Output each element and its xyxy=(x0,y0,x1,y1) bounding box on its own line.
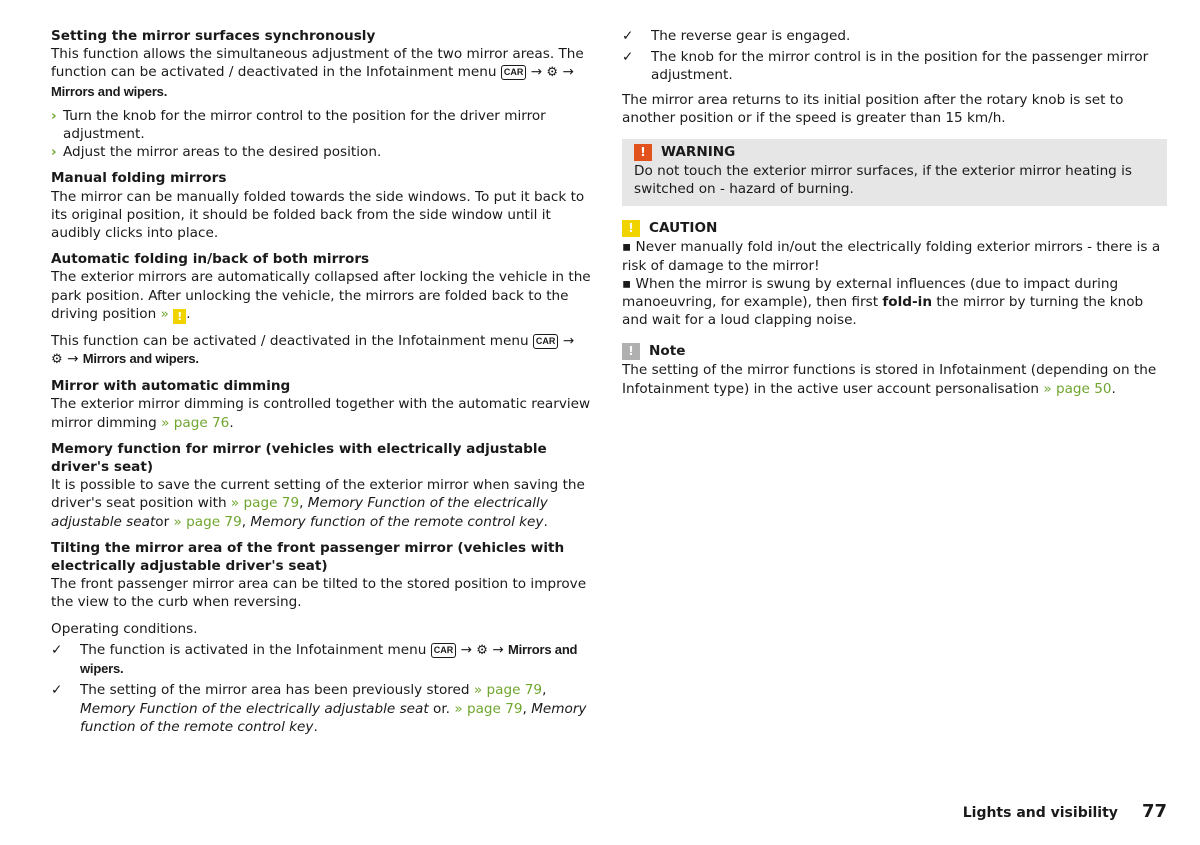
menu-path: Mirrors and wipers. xyxy=(51,83,168,99)
note-text: The setting of the mirror functions is stored in Infotainment (depending on the Infotainment type) in the active user account personalisation » page 50. xyxy=(622,362,1157,397)
step-item: › Turn the knob for the mirror control to the position for the driver mirror adjustment. xyxy=(51,107,546,143)
check-icon: ✓ xyxy=(51,682,63,699)
page-link[interactable]: » xyxy=(156,305,169,322)
warning-box xyxy=(622,139,1167,206)
section-reference: Memory Function of the electrically adjustable seat xyxy=(51,495,548,530)
heading-auto-dimming: Mirror with automatic dimming xyxy=(51,378,291,395)
page-link[interactable]: » page 79 xyxy=(469,682,543,699)
section-manual-folding xyxy=(51,169,593,242)
operating-conditions-label: Operating conditions. xyxy=(51,620,198,637)
caution-box xyxy=(622,218,1167,329)
chapter-title: Lights and visibility xyxy=(962,805,1118,821)
section-tilting xyxy=(51,539,593,612)
page-link[interactable]: » page 79 xyxy=(169,513,242,530)
step-arrow-icon: › xyxy=(51,107,57,124)
warning-icon: ! xyxy=(634,144,652,161)
section-memory-function xyxy=(51,440,593,531)
page-link[interactable]: » page 50 xyxy=(1039,380,1112,397)
para-sync-mirrors: This function allows the simultaneous adjustment of the two mirror areas. The function can be activated / deactivated in the Infotainment menu CAR → ⚙ → Mirrors and wipers. xyxy=(51,46,584,99)
condition-item: ✓ The function is activated in the Infotainment menu CAR → ⚙ → Mirrors and wipers. xyxy=(51,641,578,677)
caution-ref-icon[interactable]: ! xyxy=(173,309,186,324)
heading-manual-folding: Manual folding mirrors xyxy=(51,170,227,187)
settings-gear-icon: ⚙ xyxy=(476,642,488,658)
warning-text: Do not touch the exterior mirror surfaces, if the exterior mirror heating is switched on - hazard of burning. xyxy=(634,163,1132,198)
check-icon: ✓ xyxy=(51,641,63,658)
page-link[interactable]: » page 79 xyxy=(226,495,300,512)
warning-heading: ! WARNING xyxy=(634,142,1155,162)
page-footer xyxy=(963,803,1167,822)
page-number: 77 xyxy=(1141,801,1167,822)
para-auto-folding: The exterior mirrors are automatically collapsed after locking the vehicle in the park position. After unlocking the vehicle, the mirrors are folded back to the driving position » ! . xyxy=(51,269,591,323)
section-auto-folding xyxy=(51,250,593,324)
settings-gear-icon: ⚙ xyxy=(546,65,559,81)
para-tilting: The front passenger mirror area can be tilted to the stored position to improve the view to the curb when reversing. xyxy=(51,576,587,611)
para-memory-function: It is possible to save the current setting of the exterior mirror when saving the driver's seat position with » page 79, Memory Function of the electrically adjustable seator » page 79, Memory function of the remote control key. xyxy=(51,477,585,530)
menu-path: Mirrors and wipers. xyxy=(80,641,578,677)
heading-tilting: Tilting the mirror area of the front passenger mirror (vehicles with electrically adjustable driver's seat) xyxy=(51,539,565,575)
step-arrow-icon: › xyxy=(51,144,57,161)
caution-heading: ! CAUTION xyxy=(622,218,1167,238)
bullet-icon: ▪ xyxy=(622,239,632,256)
note-box xyxy=(622,341,1167,397)
page-link[interactable]: » page 79 xyxy=(454,700,523,717)
condition-item: ✓ The setting of the mirror area has been previously stored » page 79, Memory Function of the electrically adjustable seat or. » page 79, Memory function of the remote control key. xyxy=(51,682,587,735)
heading-auto-folding: Automatic folding in/back of both mirrors xyxy=(51,251,370,268)
car-menu-icon: CAR xyxy=(533,334,559,349)
right-column xyxy=(622,27,1167,398)
para-auto-dimming: The exterior mirror dimming is controlled together with the automatic rearview mirror dimming » page 76. xyxy=(51,396,591,431)
bullet-icon: ▪ xyxy=(622,275,632,292)
section-reference: Memory function of the remote control key xyxy=(250,513,544,530)
para-auto-folding-menu: This function can be activated / deactivated in the Infotainment menu CAR → ⚙ → Mirrors and wipers. xyxy=(51,332,575,368)
heading-memory-function: Memory function for mirror (vehicles with electrically adjustable driver's seat) xyxy=(51,440,547,476)
caution-icon: ! xyxy=(622,220,640,237)
check-icon: ✓ xyxy=(622,28,634,44)
section-auto-dimming xyxy=(51,377,593,432)
section-reference: Memory Function of the electrically adjustable seat xyxy=(80,700,429,717)
condition-item: ✓ The reverse gear is engaged. xyxy=(622,28,851,44)
settings-gear-icon: ⚙ xyxy=(51,352,63,368)
car-menu-icon: CAR xyxy=(501,65,527,80)
heading-sync-mirrors: Setting the mirror surfaces synchronously xyxy=(51,28,376,44)
section-operating-conditions xyxy=(51,620,593,736)
note-heading: ! Note xyxy=(622,341,1167,361)
note-icon: ! xyxy=(622,343,640,360)
caution-item: ▪ When the mirror is swung by external influences (due to impact during manoeuvring, for example), then first fold-in the mirror by turning the knob and wait for a loud clapping noise. xyxy=(622,275,1144,329)
para-return-position: The mirror area returns to its initial position after the rotary knob is set to another position or if the speed is greater than 15 km/h. xyxy=(622,91,1124,126)
condition-item: ✓ The knob for the mirror control is in the position for the passenger mirror adjustment. xyxy=(622,49,1149,84)
section-auto-folding-menu xyxy=(51,332,593,369)
section-reference: Memory function of the remote control key xyxy=(80,700,587,735)
left-column xyxy=(51,27,593,739)
caution-item: ▪ Never manually fold in/out the electrically folding exterior mirrors - there is a risk of damage to the mirror! xyxy=(622,239,1161,274)
para-manual-folding: The mirror can be manually folded towards the side windows. To put it back to its original position, it should be folded back from the side window until it audibly clicks into place. xyxy=(51,188,585,242)
page-link[interactable]: » page 76 xyxy=(156,414,230,431)
menu-path: Mirrors and wipers. xyxy=(82,351,199,367)
car-menu-icon: CAR xyxy=(431,643,457,658)
section-sync-mirrors xyxy=(51,27,593,161)
step-item: › Adjust the mirror areas to the desired position. xyxy=(51,144,382,161)
check-icon: ✓ xyxy=(622,49,634,66)
